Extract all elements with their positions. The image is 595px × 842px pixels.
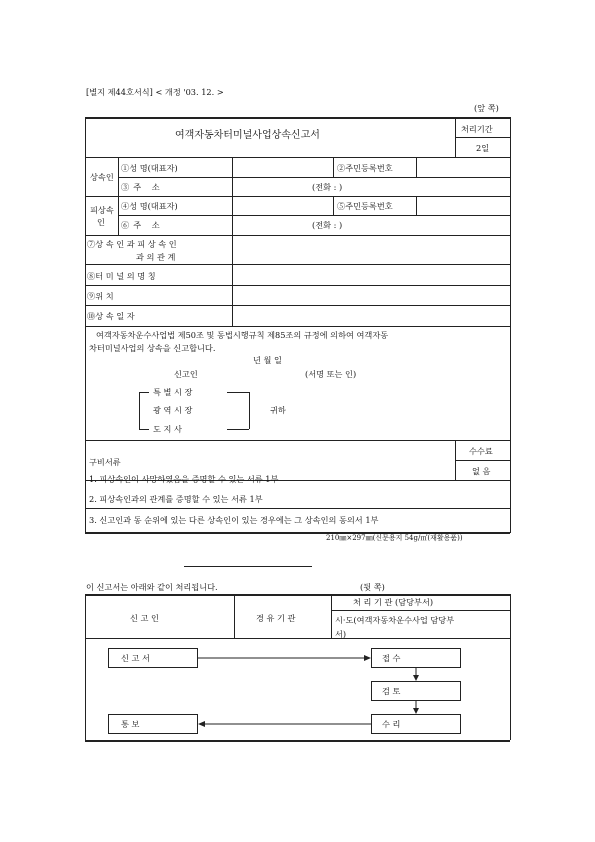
location-label: ⑨위 치 (87, 291, 114, 301)
deceased-rrn-label: ⑤주민등록번호 (337, 201, 393, 211)
declaration-line1: 여객자동차운수사업법 제50조 및 동법시행규칙 제85조의 규정에 의하여 여객자동 (96, 330, 389, 340)
relation-label-2: 과 의 관 계 (136, 252, 176, 262)
col-processing-sub: 시·도(여객자동차운수사업 담당부 (335, 615, 455, 625)
authority-metro-city: 광 역 시 장 (153, 405, 193, 415)
fee-value: 없 음 (472, 466, 491, 476)
heir-group-label: 상속인 (90, 172, 114, 182)
authority-province: 도 지 사 (153, 424, 182, 434)
form-id: [별지 제44호서식] < 개정 '03. 12. > (86, 87, 224, 97)
deceased-phone-label: (전화 : ) (312, 220, 343, 230)
col-applicant: 신 고 인 (130, 613, 159, 623)
flow-notify: 통 보 (121, 719, 140, 729)
heir-rrn-label: ②주민등록번호 (337, 163, 393, 173)
paper-spec: 210㎜×297㎜(신문용지 54g/㎡(재활용품)) (326, 534, 463, 542)
authority-special-city: 특 별 시 장 (153, 387, 193, 397)
sign-label: (서명 또는 인) (305, 369, 357, 379)
deceased-group-label-2: 인 (97, 217, 105, 227)
form-title: 여객자동차터미널사업상속신고서 (175, 130, 320, 141)
addressee-suffix: 귀하 (270, 405, 286, 415)
fee-label: 수수료 (469, 446, 493, 456)
terminal-name-label: ⑧터 미 널 의 명 칭 (87, 271, 156, 281)
processing-period-value: 2일 (476, 143, 490, 153)
processing-period-label: 처리기간 (461, 124, 493, 134)
arrow-head-right-icon (364, 655, 371, 661)
inherit-date-label: ⑩상 속 일 자 (87, 311, 135, 321)
back-intro: 이 신고서는 아래와 같이 처리됩니다. (86, 582, 218, 592)
deceased-name-label: ④성 명(대표자) (121, 201, 178, 211)
arrow-head-down-icon (413, 708, 419, 714)
declaration-date: 년 월 일 (253, 355, 282, 365)
heir-phone-label: (전화 : ) (312, 182, 343, 192)
col-processing-agency: 처 리 기 관 (담당부서) (353, 597, 434, 607)
declarant-label: 신고인 (174, 369, 198, 379)
heir-address-label: ③주 소 (121, 182, 164, 192)
col-via-agency: 경 유 기 관 (256, 613, 296, 623)
deceased-address-label: ⑥주 소 (121, 220, 164, 230)
flow-report: 신 고 서 (121, 653, 150, 663)
attachments-title: 구비서류 (89, 457, 121, 467)
flow-accept: 수 리 (382, 719, 401, 729)
relation-label: ⑦상 속 인 과 피 상 속 인 (87, 239, 177, 249)
arrow-head-down-icon (413, 675, 419, 681)
declaration-line2: 차터미널사업의 상속을 신고합니다. (89, 343, 216, 353)
attachment-item: 2. 피상속인과의 관계를 증명할 수 있는 서류 1부 (89, 494, 263, 504)
deceased-group-label: 피상속 (90, 205, 114, 215)
flow-review: 검 토 (382, 686, 401, 696)
back-side-label: (뒷 쪽) (360, 582, 385, 592)
col-processing-sub-2: 서) (335, 629, 347, 639)
attachment-item: 3. 신고인과 동 순위에 있는 다른 상속인이 있는 경우에는 그 상속인의 동의서 1부 (89, 515, 379, 525)
heir-name-label: ①성 명(대표자) (121, 163, 178, 173)
front-side-label: (앞 쪽) (474, 103, 499, 113)
attachment-item: 1. 피상속인이 사망하였음을 증명할 수 있는 서류 1부 (89, 474, 279, 484)
arrow-head-left-icon (198, 721, 205, 727)
flow-receive: 접 수 (382, 653, 401, 663)
